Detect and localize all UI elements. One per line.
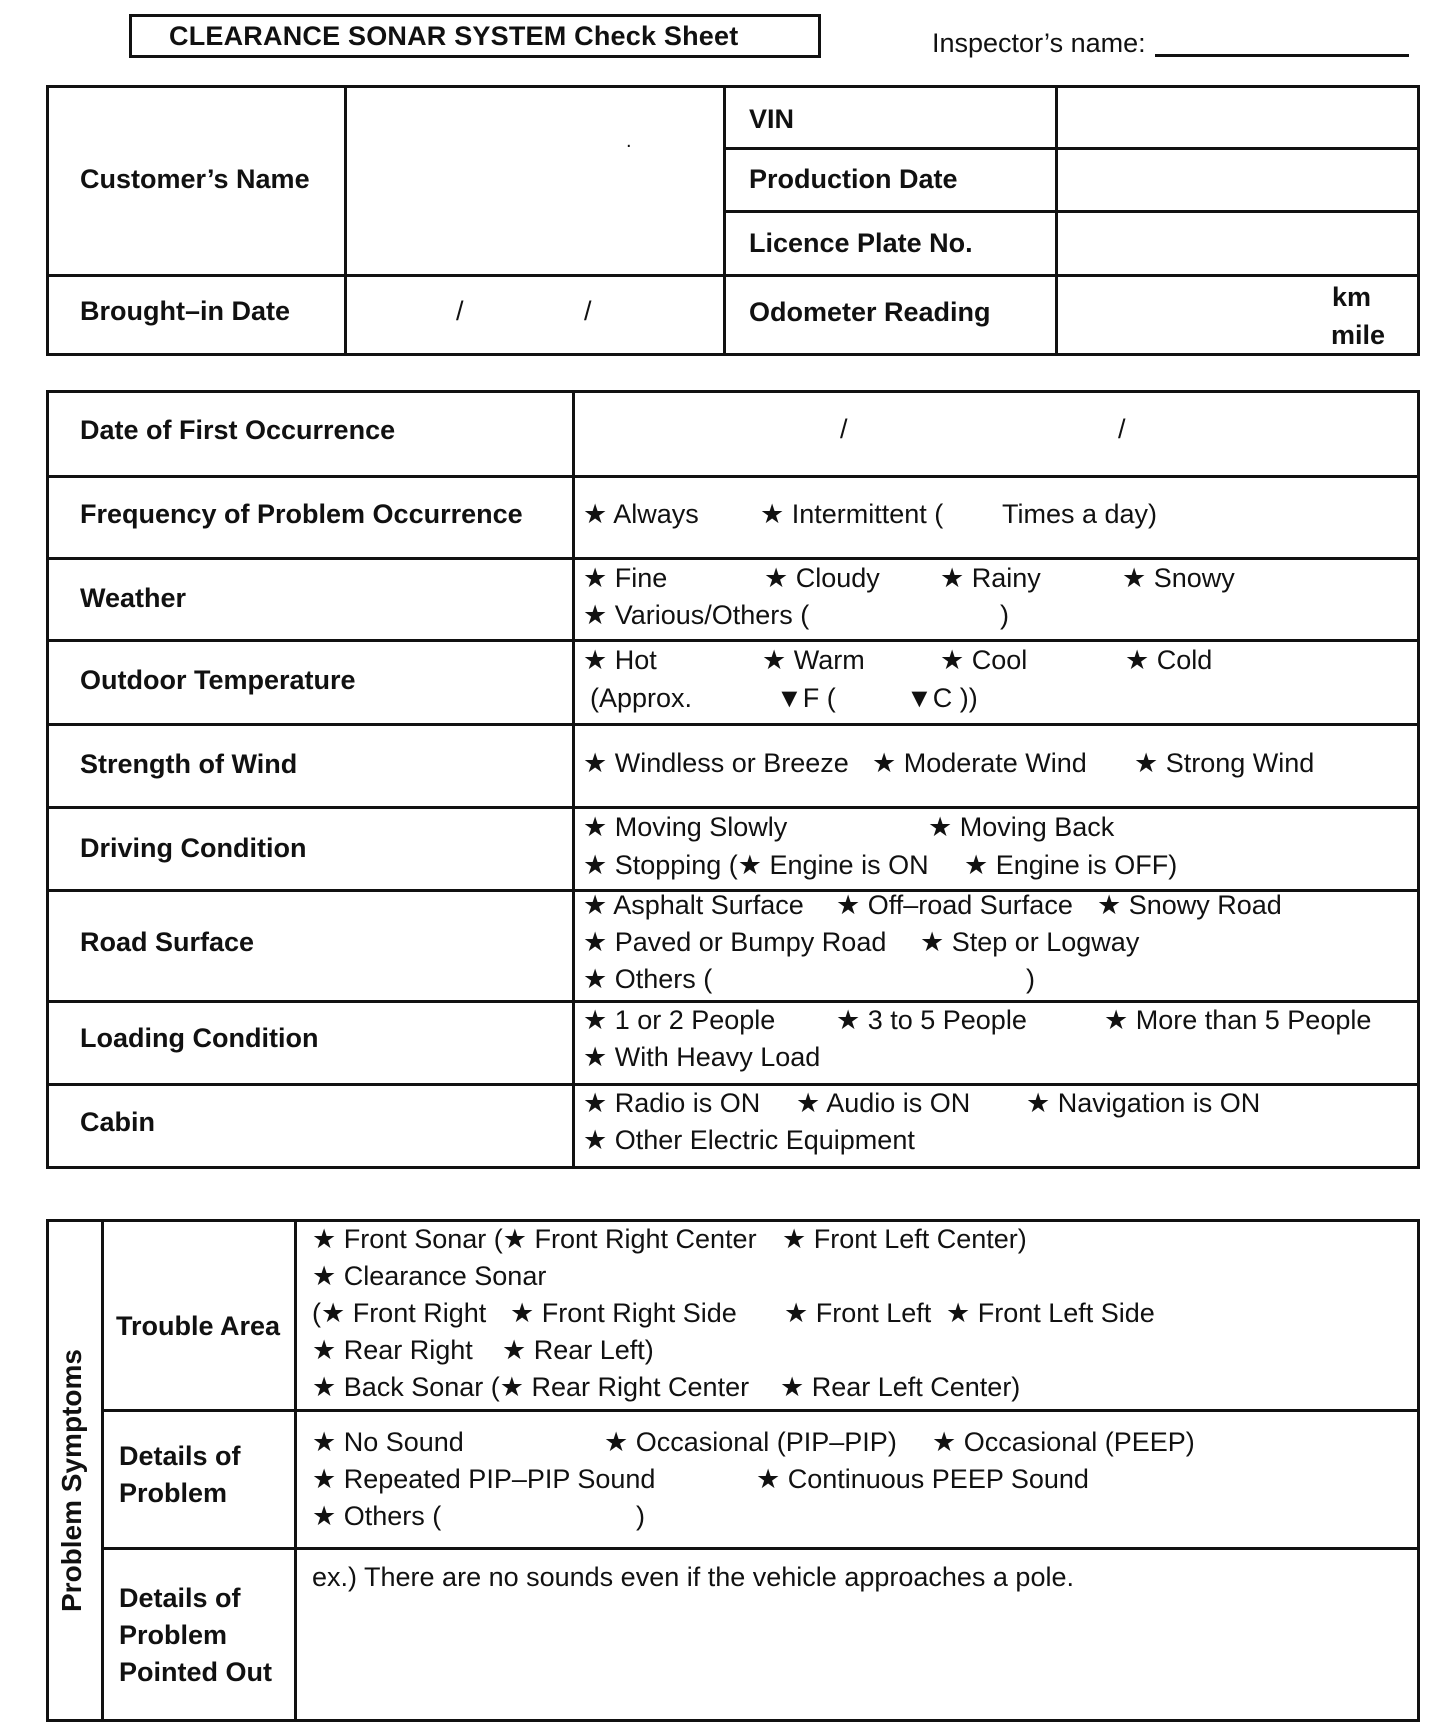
divider bbox=[46, 557, 1420, 560]
option-strong-wind[interactable]: ★ Strong Wind bbox=[1134, 748, 1315, 778]
divider bbox=[294, 1219, 297, 1722]
approx-label: (Approx. bbox=[590, 683, 693, 713]
wind-label: Strength of Wind bbox=[80, 749, 298, 779]
divider bbox=[344, 85, 347, 356]
option-always[interactable]: ★ Always bbox=[583, 499, 699, 529]
option-occasional-pip[interactable]: ★ Occasional (PIP–PIP) bbox=[604, 1427, 897, 1457]
temperature-label: Outdoor Temperature bbox=[80, 665, 356, 695]
option-cold[interactable]: ★ Cold bbox=[1125, 645, 1213, 675]
customers-name-label: Customer’s Name bbox=[80, 164, 310, 194]
divider bbox=[723, 147, 1420, 150]
weather-label: Weather bbox=[80, 583, 187, 613]
vin-label: VIN bbox=[749, 104, 795, 134]
road-label: Road Surface bbox=[80, 927, 255, 957]
divider bbox=[101, 1219, 104, 1722]
option-cool[interactable]: ★ Cool bbox=[940, 645, 1028, 675]
option-snowy-road[interactable]: ★ Snowy Road bbox=[1097, 890, 1282, 920]
pointed-label-line1: Details of bbox=[119, 1583, 241, 1613]
date-first-label: Date of First Occurrence bbox=[80, 415, 396, 445]
paren-close: ) bbox=[1000, 600, 1009, 630]
option-asphalt[interactable]: ★ Asphalt Surface bbox=[583, 890, 804, 920]
divider bbox=[46, 639, 1420, 642]
option-details-others[interactable]: ★ Others ( bbox=[312, 1501, 442, 1531]
brought-in-date-label: Brought–in Date bbox=[80, 296, 291, 326]
option-front-right[interactable]: (★ Front Right bbox=[312, 1298, 487, 1328]
unit-mile: mile bbox=[1331, 320, 1386, 350]
option-moving-back[interactable]: ★ Moving Back bbox=[928, 812, 1115, 842]
option-front-sonar[interactable]: ★ Front Sonar (★ Front Right Center bbox=[312, 1224, 757, 1254]
option-various[interactable]: ★ Various/Others ( bbox=[583, 600, 810, 630]
trouble-area-label: Trouble Area bbox=[116, 1311, 281, 1341]
option-road-others[interactable]: ★ Others ( bbox=[583, 964, 713, 994]
details-label-line2: Problem bbox=[119, 1478, 228, 1508]
problem-symptoms-label: Problem Symptoms bbox=[56, 1349, 87, 1612]
option-clearance-sonar[interactable]: ★ Clearance Sonar bbox=[312, 1261, 547, 1291]
licence-plate-label: Licence Plate No. bbox=[749, 228, 973, 258]
customers-name-field[interactable] bbox=[348, 89, 720, 273]
unit-f: ▼F ( bbox=[776, 683, 836, 713]
paren-close: ) bbox=[1026, 964, 1035, 994]
option-continuous-peep[interactable]: ★ Continuous PEEP Sound bbox=[756, 1464, 1089, 1494]
option-offroad[interactable]: ★ Off–road Surface bbox=[836, 890, 1073, 920]
option-3-5-people[interactable]: ★ 3 to 5 People bbox=[836, 1005, 1027, 1035]
dot-mark: . bbox=[626, 130, 632, 152]
odometer-label: Odometer Reading bbox=[749, 297, 991, 327]
option-engine-off[interactable]: ★ Engine is OFF) bbox=[964, 850, 1178, 880]
option-step[interactable]: ★ Step or Logway bbox=[920, 927, 1140, 957]
pointed-out-field[interactable] bbox=[300, 1600, 1416, 1718]
option-hot[interactable]: ★ Hot bbox=[583, 645, 657, 675]
option-rear-right[interactable]: ★ Rear Right bbox=[312, 1335, 473, 1365]
frequency-label: Frequency of Problem Occurrence bbox=[80, 499, 523, 529]
odometer-field[interactable] bbox=[1059, 278, 1319, 353]
date-slash: / bbox=[1118, 414, 1126, 444]
divider bbox=[46, 1083, 1420, 1086]
example-text: ex.) There are no sounds even if the vehicle approaches a pole. bbox=[312, 1562, 1074, 1592]
option-front-left-center[interactable]: ★ Front Left Center) bbox=[782, 1224, 1027, 1254]
option-other-electric[interactable]: ★ Other Electric Equipment bbox=[583, 1125, 915, 1155]
inspector-label: Inspector’s name: bbox=[932, 28, 1146, 58]
option-rear-left[interactable]: ★ Rear Left) bbox=[502, 1335, 654, 1365]
option-windless[interactable]: ★ Windless or Breeze bbox=[583, 748, 849, 778]
production-date-label: Production Date bbox=[749, 164, 958, 194]
option-snowy[interactable]: ★ Snowy bbox=[1122, 563, 1235, 593]
divider bbox=[46, 1000, 1420, 1003]
option-front-left-side[interactable]: ★ Front Left Side bbox=[946, 1298, 1155, 1328]
divider bbox=[101, 1409, 1420, 1412]
loading-label: Loading Condition bbox=[80, 1023, 319, 1053]
cabin-label: Cabin bbox=[80, 1107, 156, 1137]
pointed-label-line3: Pointed Out bbox=[119, 1657, 272, 1687]
sheet-title: CLEARANCE SONAR SYSTEM Check Sheet bbox=[129, 14, 821, 58]
divider bbox=[46, 274, 1420, 277]
option-heavy-load[interactable]: ★ With Heavy Load bbox=[583, 1042, 821, 1072]
option-rainy[interactable]: ★ Rainy bbox=[940, 563, 1041, 593]
divider bbox=[46, 806, 1420, 809]
option-occasional-peep[interactable]: ★ Occasional (PEEP) bbox=[932, 1427, 1195, 1457]
option-repeated-pip[interactable]: ★ Repeated PIP–PIP Sound bbox=[312, 1464, 656, 1494]
pointed-label-line2: Problem bbox=[119, 1620, 228, 1650]
option-warm[interactable]: ★ Warm bbox=[762, 645, 865, 675]
divider bbox=[46, 723, 1420, 726]
option-paved[interactable]: ★ Paved or Bumpy Road bbox=[583, 927, 887, 957]
divider bbox=[101, 1547, 1420, 1550]
option-more-5-people[interactable]: ★ More than 5 People bbox=[1104, 1005, 1372, 1035]
option-no-sound[interactable]: ★ No Sound bbox=[312, 1427, 464, 1457]
vin-field[interactable] bbox=[1059, 89, 1417, 146]
times-a-day: Times a day) bbox=[1002, 499, 1158, 529]
date-slash: / bbox=[456, 296, 464, 326]
option-cloudy[interactable]: ★ Cloudy bbox=[764, 563, 880, 593]
unit-km: km bbox=[1332, 282, 1372, 312]
option-1-2-people[interactable]: ★ 1 or 2 People bbox=[583, 1005, 776, 1035]
option-stopping[interactable]: ★ Stopping (★ Engine is ON bbox=[583, 850, 929, 880]
option-navigation[interactable]: ★ Navigation is ON bbox=[1026, 1088, 1261, 1118]
driving-label: Driving Condition bbox=[80, 833, 307, 863]
paren-close: ) bbox=[636, 1501, 645, 1531]
production-date-field[interactable] bbox=[1059, 151, 1417, 209]
inspector-name-field[interactable] bbox=[1155, 54, 1409, 57]
option-rear-left-center[interactable]: ★ Rear Left Center) bbox=[780, 1372, 1021, 1402]
divider bbox=[46, 475, 1420, 478]
option-moving-slowly[interactable]: ★ Moving Slowly bbox=[583, 812, 788, 842]
date-slash: / bbox=[584, 296, 592, 326]
option-back-sonar[interactable]: ★ Back Sonar (★ Rear Right Center bbox=[312, 1372, 750, 1402]
details-label-line1: Details of bbox=[119, 1441, 241, 1471]
option-audio[interactable]: ★ Audio is ON bbox=[796, 1088, 971, 1118]
option-front-left[interactable]: ★ Front Left bbox=[784, 1298, 932, 1328]
licence-plate-field[interactable] bbox=[1059, 214, 1417, 273]
divider bbox=[723, 210, 1420, 213]
option-front-right-side[interactable]: ★ Front Right Side bbox=[510, 1298, 737, 1328]
option-intermittent[interactable]: ★ Intermittent ( bbox=[760, 499, 944, 529]
option-moderate-wind[interactable]: ★ Moderate Wind bbox=[872, 748, 1087, 778]
unit-c: ▼C )) bbox=[906, 683, 978, 713]
divider bbox=[723, 85, 726, 356]
divider bbox=[572, 390, 575, 1169]
divider bbox=[1055, 85, 1058, 356]
option-fine[interactable]: ★ Fine bbox=[583, 563, 668, 593]
option-radio[interactable]: ★ Radio is ON bbox=[583, 1088, 761, 1118]
date-slash: / bbox=[840, 414, 848, 444]
